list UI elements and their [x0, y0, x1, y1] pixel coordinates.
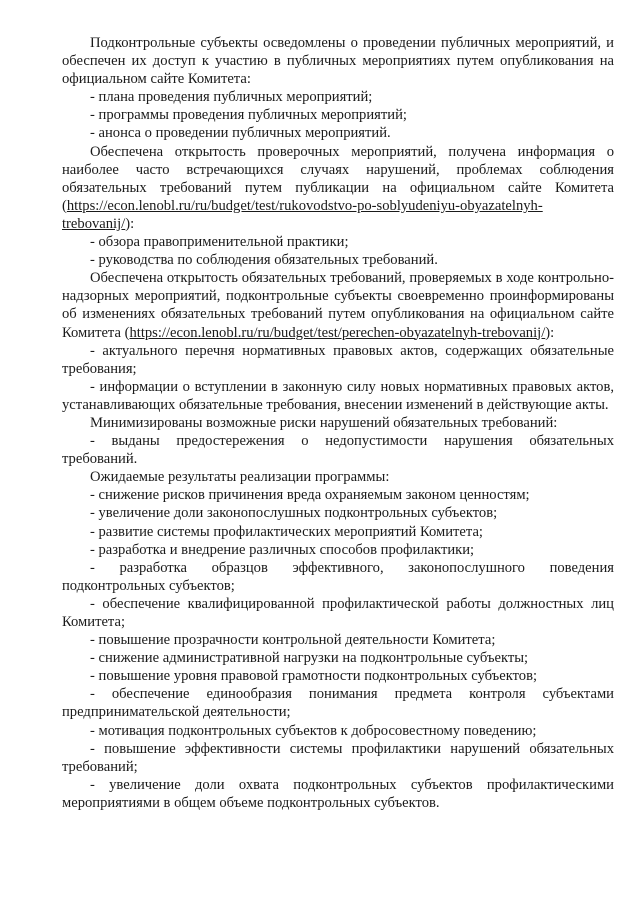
paragraph: Подконтрольные субъекты осведомлены о проведении публичных мероприятий, и обеспечен их доступ к участию в публичных мероприятиях путем опубликования на официальном сайте Комитета: [62, 35, 614, 88]
document-page [62, 34, 614, 812]
paragraph: Ожидаемые результаты реализации программы: [90, 469, 390, 486]
list-item: - обеспечение квалифицированной профилактической работы должностных лиц Комитета; [62, 595, 614, 630]
list-item: - плана проведения публичных мероприятий; [90, 89, 373, 106]
link-rukovodstvo[interactable]: https://econ.lenobl.ru/ru/budget/test/rukovodstvo-po-soblyudeniyu-obyazatelnyh-trebovanij/ [62, 197, 543, 232]
list-item: - разработка и внедрение различных способов профилактики; [90, 541, 475, 558]
list-item: - актуального перечня нормативных правовых актов, содержащих обязательные требования; [62, 342, 614, 377]
list-item: - развитие системы профилактических мероприятий Комитета; [90, 523, 483, 540]
list-item: - обзора правоприменительной практики; [90, 234, 349, 251]
list-item: - анонса о проведении публичных мероприятий. [90, 125, 391, 142]
list-item: - повышение уровня правовой грамотности подконтрольных субъектов; [90, 668, 538, 685]
list-item: - увеличение доли законопослушных подконтрольных субъектов; [90, 505, 498, 522]
paragraph-text: ): [545, 324, 555, 341]
paragraph-text: Обеспечена открытость обязательных требований, проверяемых в ходе контрольно-надзорных мероприятий, подконтрольные субъекты своевременно проинформированы об изменениях обязательных требований путем опубликования на официальном сайте Комитета ( [62, 270, 614, 341]
list-item: - повышение прозрачности контрольной деятельности Комитета; [90, 632, 496, 649]
paragraph: Минимизированы возможные риски нарушений обязательных требований: [90, 414, 558, 431]
paragraph-with-link [62, 269, 614, 341]
list-item: - информации о вступлении в законную силу новых нормативных правовых актов, устанавливающих обязательные требования, внесении изменений в действующие акты. [62, 378, 614, 413]
list-item: - мотивация подконтрольных субъектов к добросовестному поведению; [90, 722, 537, 739]
list-item: - повышение эффективности системы профилактики нарушений обязательных требований; [62, 740, 614, 775]
paragraph-text: Обеспечена открытость проверочных мероприятий, получена информация о наиболее часто встречающихся случаях нарушений, проблемах соблюдения обязательных требований путем публикации на официальном сайте Комитета ( [62, 143, 614, 214]
list-item: - руководства по соблюдения обязательных требований. [90, 252, 438, 269]
list-item: - разработка образцов эффективного, законопослушного поведения подконтрольных субъектов; [62, 559, 614, 594]
list-item: - увеличение доли охвата подконтрольных субъектов профилактическими мероприятиями в общем объеме подконтрольных субъектов. [62, 776, 614, 811]
list-item: - снижение рисков причинения вреда охраняемым законом ценностям; [90, 487, 530, 504]
paragraph-text: ): [125, 215, 135, 232]
list-item: - обеспечение единообразия понимания предмета контроля субъектами предпринимательской деятельности; [62, 686, 614, 721]
list-item: - выданы предостережения о недопустимости нарушения обязательных требований. [62, 433, 614, 468]
list-item: - снижение административной нагрузки на подконтрольные субъекты; [90, 650, 529, 667]
list-item: - программы проведения публичных мероприятий; [90, 107, 407, 124]
paragraph-with-link [62, 143, 614, 233]
link-perechen[interactable]: https://econ.lenobl.ru/ru/budget/test/perechen-obyazatelnyh-trebovanij/ [129, 324, 546, 341]
